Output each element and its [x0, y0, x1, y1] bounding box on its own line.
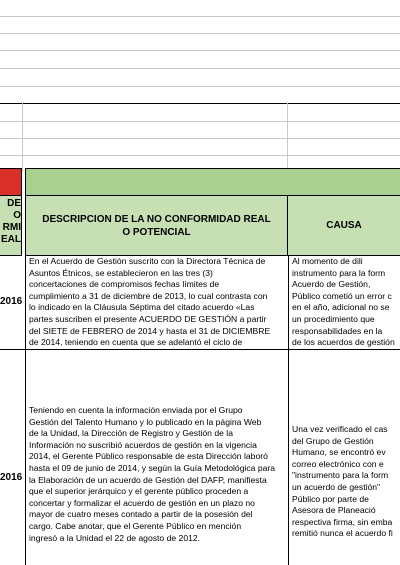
text-line: Asesora de Planeació [292, 505, 376, 516]
text-line: hasta el 09 de junio de 2014, y según la Guía Metodológica para [29, 462, 276, 473]
text-line: Teniendo en cuenta la información enviada por el Grupo [29, 405, 243, 415]
text-line: en el año, adicional no se [292, 302, 390, 313]
row-descripcion [29, 256, 284, 349]
col-divider [25, 256, 26, 565]
text-line: Gestión del Talento Humano y lo publicado en la página Web [29, 416, 262, 427]
left-header-line: DE [7, 198, 21, 209]
grid-col-line [287, 103, 288, 171]
text-line: lo indicado en la Cláusula Séptima del citado acuerdo «Las [29, 302, 255, 313]
grid-line-bold [0, 103, 400, 104]
text-line: Público por parte de [292, 493, 369, 504]
grid-col-line [22, 103, 23, 171]
header-causa-label: CAUSA [326, 220, 362, 231]
text-line: respectiva firma, sin emba [292, 516, 393, 527]
left-header-line: EAL [1, 234, 21, 245]
text-line: un procedimiento que [292, 313, 375, 324]
grid-line [0, 155, 400, 156]
text-line: del Grupo de Gestión [292, 435, 374, 446]
left-header-line: O [13, 210, 21, 221]
row-causa [292, 256, 400, 349]
header-causa [288, 196, 400, 256]
text-line: del SIETE de FEBRERO de 2014 y hasta el 31 de DICIEMBRE [29, 325, 271, 336]
grid-line [0, 68, 400, 69]
text-line: Una vez verificado el cas [292, 424, 388, 434]
grid-line [0, 121, 400, 122]
left-header-cell [0, 196, 22, 256]
green-band [25, 168, 400, 196]
left-header-line: RMI [2, 222, 21, 233]
grid-line [0, 16, 400, 17]
row-year: 2016 [0, 296, 23, 307]
text-line: 2014, el Gerente Público responsable de esta Dirección laboró [29, 451, 268, 462]
header-descripcion [25, 196, 288, 256]
text-line: que el superior jerárquico y el gerente público proceden a [29, 486, 249, 497]
text-line: Humano, se encontró ev [292, 447, 386, 458]
text-line: Público cometió un error c [292, 290, 392, 301]
text-line: Al momento de dili [292, 256, 363, 266]
text-line: remitió nunca el acuerdo fi [292, 528, 393, 539]
text-line: Información no suscribió acuerdos de gestión en la vigencia [29, 439, 257, 450]
text-line: un acuerdo de gestión" [292, 481, 381, 492]
text-line: de 2014, teniendo en cuenta que se adelantó el ciclo de [29, 337, 243, 348]
text-line: En el Acuerdo de Gestión suscrito con la Directora Técnica de [29, 256, 266, 266]
text-line: ingresó a la Unidad el 22 de agosto de 2012. [29, 532, 201, 543]
grid-line [0, 33, 400, 34]
header-descripcion-label: DESCRIPCION DE LA NO CONFORMIDAD REAL O POTENCIAL [42, 213, 271, 238]
grid-line [0, 138, 400, 139]
text-line: partes suscriben el presente ACUERDO DE GESTIÓN a partir [29, 313, 267, 324]
row-causa [292, 424, 400, 554]
text-line: cumplimiento a 31 de diciembre de 2013, lo cual contrasta con [29, 290, 268, 301]
text-line: cargo. Cabe anotar, que el Gerente Público en mención [29, 520, 242, 531]
col-divider [288, 256, 289, 565]
text-line: responsabilidades en la [292, 325, 383, 336]
grid-line [0, 50, 400, 51]
text-line: correo electrónico con e [292, 458, 384, 469]
row-year: 2016 [0, 472, 23, 483]
text-line: Asuntos Étnicos, se establecieron en las tres (3) [29, 267, 213, 278]
text-line: "instrumento para la form [292, 470, 389, 481]
text-line: concertar y formalizar el acuerdo de gestión en un plazo no [29, 497, 255, 508]
text-line: Acuerdo de Gestión, [292, 279, 371, 290]
row-divider [0, 349, 400, 350]
row-descripcion [29, 405, 284, 555]
grid-line [0, 86, 400, 87]
text-line: concertaciones de compromisos fechas límites de [29, 279, 220, 290]
text-line: instrumento para la form [292, 267, 386, 278]
text-line: la Elaboración de un acuerdo de Gestión del DAFP, manifiesta [29, 474, 267, 485]
text-line: mayor de cuatro meses contado a partir de la posesión del [29, 509, 253, 520]
text-line: de la Unidad, la Dirección de Registro y Gestión de la [29, 428, 233, 439]
red-header-cell [0, 168, 22, 196]
text-line: de los acuerdos de gestión [292, 337, 395, 348]
